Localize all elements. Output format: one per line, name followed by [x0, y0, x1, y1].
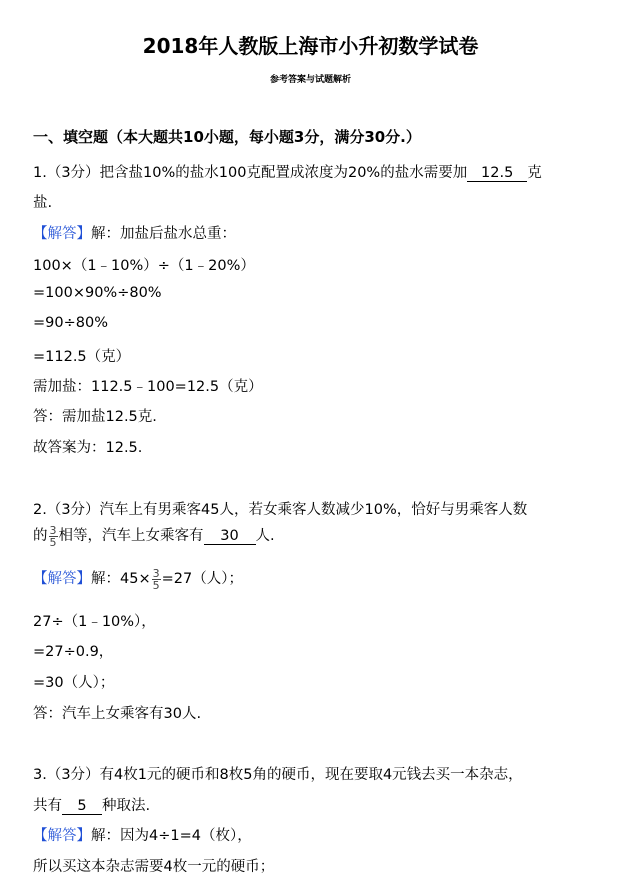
question-3-stem: 3.（3分）有4枚1元的硬币和8枚5角的硬币，现在要取4元钱去买一本杂志， [33, 767, 523, 783]
question-3-stem-text: 共有 [33, 798, 62, 814]
question-3-answer-blank: 5 [62, 798, 102, 815]
question-1-answer-blank: 12.5 [467, 165, 527, 182]
fraction-numerator: 3 [152, 566, 160, 580]
solution-intro: 解：因为4÷1=4（枚）， [91, 828, 252, 844]
question-2-stem-text: 的 [33, 528, 48, 544]
question-1-stem-line2: 盐. [33, 195, 53, 211]
fraction [152, 568, 161, 591]
question-2-stem: 2.（3分）汽车上有男乘客45人，若女乘客人数减少10%，恰好与男乘客人数 [33, 502, 528, 518]
solution-tag: 【解答】 [33, 226, 91, 242]
solution-intro: 解：加盐后盐水总重： [91, 226, 236, 242]
fraction-denominator: 5 [152, 578, 160, 592]
section-heading: 一、填空题（本大题共10小题，每小题3分，满分30分.） [33, 128, 421, 146]
solution-line: 所以买这本杂志需要4枚一元的硬币； [33, 859, 275, 875]
question-2-stem-unit: 人. [255, 528, 275, 544]
solution-line: 100×（1﹣10%）÷（1﹣20%） [33, 258, 255, 274]
fraction [49, 525, 58, 548]
solution-line: 故答案为：12.5. [33, 440, 143, 456]
question-2-stem-line2 [33, 524, 275, 548]
question-2-solution-header [33, 567, 243, 591]
solution-line: =90÷80% [33, 315, 108, 331]
solution-line: 答：汽车上女乘客有30人. [33, 706, 202, 722]
solution-intro: =27（人）； [161, 571, 243, 587]
fraction-denominator: 5 [49, 535, 57, 549]
question-1-stem-text: 1.（3分）把含盐10%的盐水100克配置成浓度为20%的盐水需要加 [33, 165, 468, 181]
solution-line: 27÷（1﹣10%）， [33, 614, 156, 630]
question-3-stem-unit: 种取法. [102, 798, 151, 814]
question-1-stem [33, 161, 542, 182]
solution-tag: 【解答】 [33, 571, 91, 587]
page-subtitle: 参考答案与试题解析 [269, 75, 351, 85]
page-title: 2018年人教版上海市小升初数学试卷 [142, 34, 479, 58]
question-1-stem-unit: 克 [527, 165, 542, 181]
solution-line: =27÷0.9， [33, 644, 114, 660]
solution-line: =112.5（克） [33, 349, 131, 365]
solution-tag: 【解答】 [33, 828, 91, 844]
question-2-answer-blank: 30 [204, 528, 256, 545]
fraction-numerator: 3 [49, 523, 57, 537]
question-3-solution-header [33, 824, 252, 845]
solution-intro: 解：45× [91, 571, 151, 587]
solution-line: =30（人）； [33, 675, 115, 691]
solution-line: 需加盐：112.5﹣100=12.5（克） [33, 379, 263, 395]
question-3-stem-line2 [33, 794, 150, 815]
question-2-stem-text: 相等，汽车上女乘客有 [58, 528, 204, 544]
solution-line: 答：需加盐12.5克. [33, 409, 157, 425]
solution-line: =100×90%÷80% [33, 285, 162, 301]
question-1-solution-header [33, 222, 236, 243]
